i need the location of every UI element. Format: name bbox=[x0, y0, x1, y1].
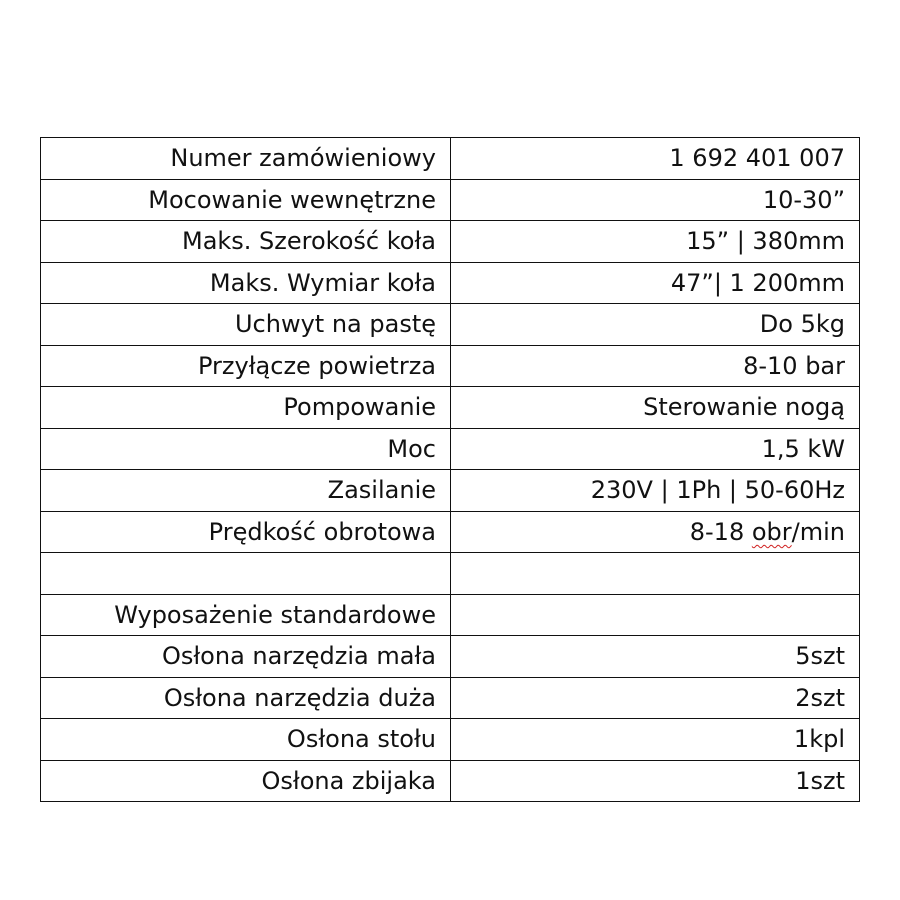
spec-value: 47”| 1 200mm bbox=[451, 262, 860, 304]
table-row bbox=[41, 719, 860, 761]
equipment-value: 2szt bbox=[451, 677, 860, 719]
spec-label: Maks. Szerokość koła bbox=[41, 221, 451, 263]
table-row bbox=[41, 345, 860, 387]
spec-label: Uchwyt na pastę bbox=[41, 304, 451, 346]
equipment-value: 1kpl bbox=[451, 719, 860, 761]
spec-label: Maks. Wymiar koła bbox=[41, 262, 451, 304]
table-row bbox=[41, 760, 860, 802]
spec-label: Numer zamówieniowy bbox=[41, 138, 451, 180]
table-row bbox=[41, 262, 860, 304]
spellcheck-flagged-word: obr bbox=[751, 517, 792, 546]
equipment-label: Osłona zbijaka bbox=[41, 760, 451, 802]
spec-value: 1 692 401 007 bbox=[451, 138, 860, 180]
equipment-heading: Wyposażenie standardowe bbox=[41, 594, 451, 636]
table-row bbox=[41, 179, 860, 221]
table-row bbox=[41, 428, 860, 470]
table-row bbox=[41, 221, 860, 263]
table-row bbox=[41, 470, 860, 512]
spec-value: 8-10 bar bbox=[451, 345, 860, 387]
spec-label: Pompowanie bbox=[41, 387, 451, 429]
spec-label: Przyłącze powietrza bbox=[41, 345, 451, 387]
value-prefix: 8-18 bbox=[689, 517, 752, 546]
spec-value: 230V | 1Ph | 50-60Hz bbox=[451, 470, 860, 512]
spec-value bbox=[451, 511, 860, 553]
empty-cell bbox=[41, 553, 451, 595]
spec-label: Prędkość obrotowa bbox=[41, 511, 451, 553]
spec-label: Zasilanie bbox=[41, 470, 451, 512]
spec-table bbox=[40, 137, 860, 802]
table-row bbox=[41, 511, 860, 553]
spec-value: Do 5kg bbox=[451, 304, 860, 346]
empty-cell bbox=[451, 553, 860, 595]
table-row bbox=[41, 304, 860, 346]
empty-row bbox=[41, 553, 860, 595]
table-row bbox=[41, 138, 860, 180]
spec-value: 1,5 kW bbox=[451, 428, 860, 470]
spec-label: Moc bbox=[41, 428, 451, 470]
equipment-label: Osłona narzędzia mała bbox=[41, 636, 451, 678]
spec-value: Sterowanie nogą bbox=[451, 387, 860, 429]
value-suffix: /min bbox=[791, 517, 845, 546]
spec-value: 10-30” bbox=[451, 179, 860, 221]
spec-value: 15” | 380mm bbox=[451, 221, 860, 263]
equipment-value: 5szt bbox=[451, 636, 860, 678]
table-row bbox=[41, 636, 860, 678]
equipment-label: Osłona narzędzia duża bbox=[41, 677, 451, 719]
table-row bbox=[41, 387, 860, 429]
equipment-label: Osłona stołu bbox=[41, 719, 451, 761]
spec-label: Mocowanie wewnętrzne bbox=[41, 179, 451, 221]
equipment-value: 1szt bbox=[451, 760, 860, 802]
section-heading-row bbox=[41, 594, 860, 636]
empty-cell bbox=[451, 594, 860, 636]
table-row bbox=[41, 677, 860, 719]
